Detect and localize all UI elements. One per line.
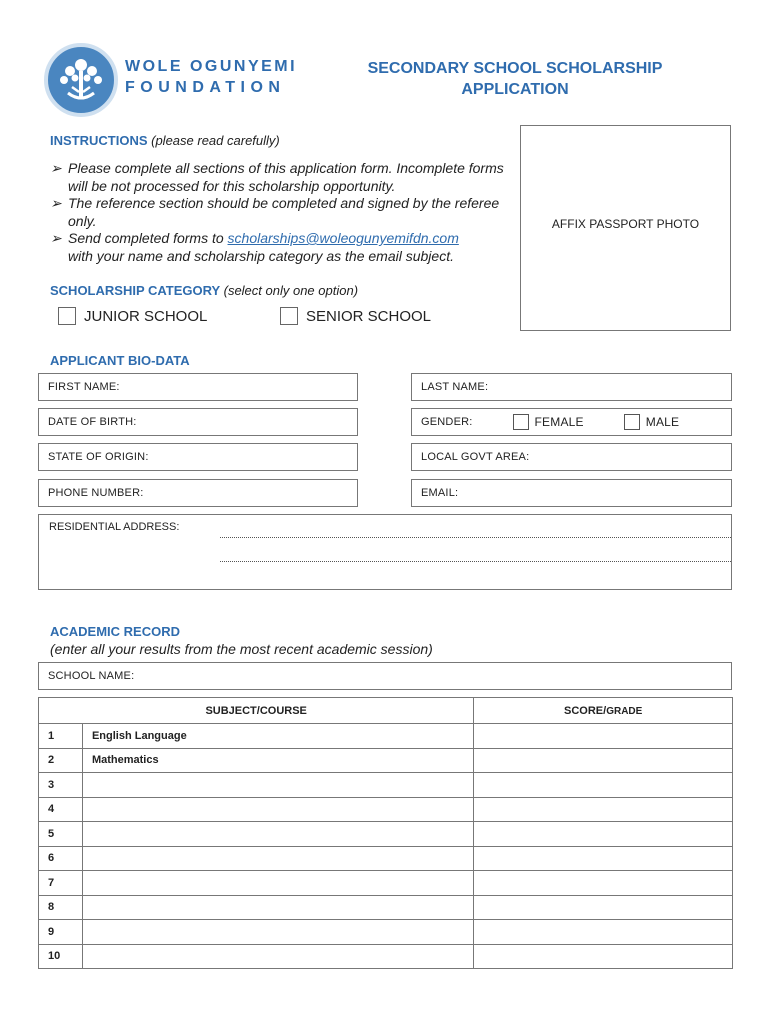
score-column-header [474, 698, 733, 724]
table-row [39, 944, 733, 969]
address-line [220, 537, 731, 538]
gender-label: GENDER: [421, 416, 473, 428]
score-cell[interactable] [474, 724, 733, 749]
table-row [39, 773, 733, 798]
instructions-list [50, 160, 515, 265]
email-field[interactable] [411, 479, 732, 507]
foundation-logo [44, 43, 118, 117]
phone-number-field[interactable] [38, 479, 358, 507]
row-number: 3 [39, 773, 83, 798]
tree-icon [48, 47, 114, 113]
instructions-note: (please read carefully) [151, 133, 280, 148]
form-title: SECONDARY SCHOOL SCHOLARSHIP APPLICATION [367, 60, 663, 98]
academic-heading: ACADEMIC RECORD [50, 624, 180, 639]
date-of-birth-field[interactable] [38, 408, 358, 436]
school-name-field[interactable] [38, 662, 732, 690]
score-cell[interactable] [474, 846, 733, 871]
instruction-item [50, 230, 515, 265]
row-number: 1 [39, 724, 83, 749]
row-number: 4 [39, 797, 83, 822]
grade-header-text: GRADE [606, 705, 643, 717]
state-of-origin-field[interactable] [38, 443, 358, 471]
junior-school-label: JUNIOR SCHOOL [84, 308, 208, 325]
score-cell[interactable] [474, 895, 733, 920]
female-checkbox[interactable] [513, 414, 529, 430]
row-number: 6 [39, 846, 83, 871]
gender-field [411, 408, 732, 436]
score-cell[interactable] [474, 920, 733, 945]
residential-address-field[interactable] [38, 514, 732, 590]
senior-school-checkbox[interactable] [280, 307, 298, 325]
table-row [39, 846, 733, 871]
instructions-heading-text: INSTRUCTIONS [50, 133, 148, 148]
email-link[interactable]: scholarships@woleogunyemifdn.com [227, 230, 459, 246]
last-name-label: LAST NAME: [421, 381, 489, 393]
row-number: 2 [39, 748, 83, 773]
instruction-item [50, 160, 515, 195]
subject-cell[interactable] [82, 895, 473, 920]
arrow-bullet-icon: ➢ [50, 230, 62, 246]
subject-cell[interactable] [82, 773, 473, 798]
table-row [39, 920, 733, 945]
phone-number-label: PHONE NUMBER: [48, 487, 144, 499]
subject-cell[interactable] [82, 797, 473, 822]
score-cell[interactable] [474, 944, 733, 969]
table-row [39, 871, 733, 896]
subject-cell[interactable] [82, 920, 473, 945]
last-name-field[interactable] [411, 373, 732, 401]
instruction-item [50, 195, 515, 230]
subject-cell[interactable] [82, 871, 473, 896]
subject-cell[interactable]: English Language [82, 724, 473, 749]
table-row [39, 797, 733, 822]
score-header-text: SCORE/ [564, 704, 607, 717]
row-number: 9 [39, 920, 83, 945]
first-name-field[interactable] [38, 373, 358, 401]
instruction-text-2: The reference section should be completed and signed by the referee only. [68, 195, 500, 229]
male-label: MALE [645, 415, 680, 429]
arrow-bullet-icon: ➢ [50, 195, 62, 211]
category-heading [50, 283, 358, 298]
residential-address-label: RESIDENTIAL ADDRESS: [49, 521, 180, 533]
first-name-label: FIRST NAME: [48, 381, 120, 393]
female-label: FEMALE [534, 415, 584, 429]
subject-column-header: SUBJECT/COURSE [39, 698, 474, 724]
row-number: 8 [39, 895, 83, 920]
passport-photo-box[interactable] [520, 125, 731, 331]
academic-note: (enter all your results from the most recent academic session) [50, 641, 433, 657]
local-govt-area-label: LOCAL GOVT AREA: [421, 451, 530, 463]
instructions-heading [50, 133, 280, 148]
score-cell[interactable] [474, 871, 733, 896]
instruction-text-3-pre: Send completed forms to [68, 230, 228, 246]
table-row [39, 822, 733, 847]
bio-heading: APPLICANT BIO-DATA [50, 353, 190, 368]
subject-cell[interactable]: Mathematics [82, 748, 473, 773]
date-of-birth-label: DATE OF BIRTH: [48, 416, 137, 428]
instruction-text-3-post: with your name and scholarship category as the email subject. [68, 247, 454, 264]
junior-school-checkbox[interactable] [58, 307, 76, 325]
table-row [39, 724, 733, 749]
score-cell[interactable] [474, 773, 733, 798]
score-cell[interactable] [474, 797, 733, 822]
row-number: 7 [39, 871, 83, 896]
passport-photo-label: AFFIX PASSPORT PHOTO [551, 217, 700, 231]
grades-header-row [39, 698, 733, 724]
instruction-text-3 [68, 230, 515, 265]
org-name-line2: FOUNDATION [125, 79, 286, 96]
instruction-text-1: Please complete all sections of this application form. Incomplete forms will be not processed for this scholarship opportunity. [68, 160, 504, 194]
table-row [39, 748, 733, 773]
row-number: 10 [39, 944, 83, 969]
row-number: 5 [39, 822, 83, 847]
email-label: EMAIL: [421, 487, 459, 499]
org-name-line1: WOLE OGUNYEMI [125, 58, 298, 75]
local-govt-area-field[interactable] [411, 443, 732, 471]
subject-cell[interactable] [82, 944, 473, 969]
grades-table [38, 697, 733, 969]
category-heading-text: SCHOLARSHIP CATEGORY [50, 283, 220, 298]
school-name-label: SCHOOL NAME: [48, 670, 135, 682]
table-row [39, 895, 733, 920]
arrow-bullet-icon: ➢ [50, 160, 62, 176]
subject-cell[interactable] [82, 822, 473, 847]
category-note: (select only one option) [223, 283, 359, 298]
state-of-origin-label: STATE OF ORIGIN: [48, 451, 149, 463]
score-cell[interactable] [474, 748, 733, 773]
score-cell[interactable] [474, 822, 733, 847]
address-line [220, 561, 731, 562]
senior-school-label: SENIOR SCHOOL [306, 308, 432, 325]
subject-cell[interactable] [82, 846, 473, 871]
male-checkbox[interactable] [624, 414, 640, 430]
